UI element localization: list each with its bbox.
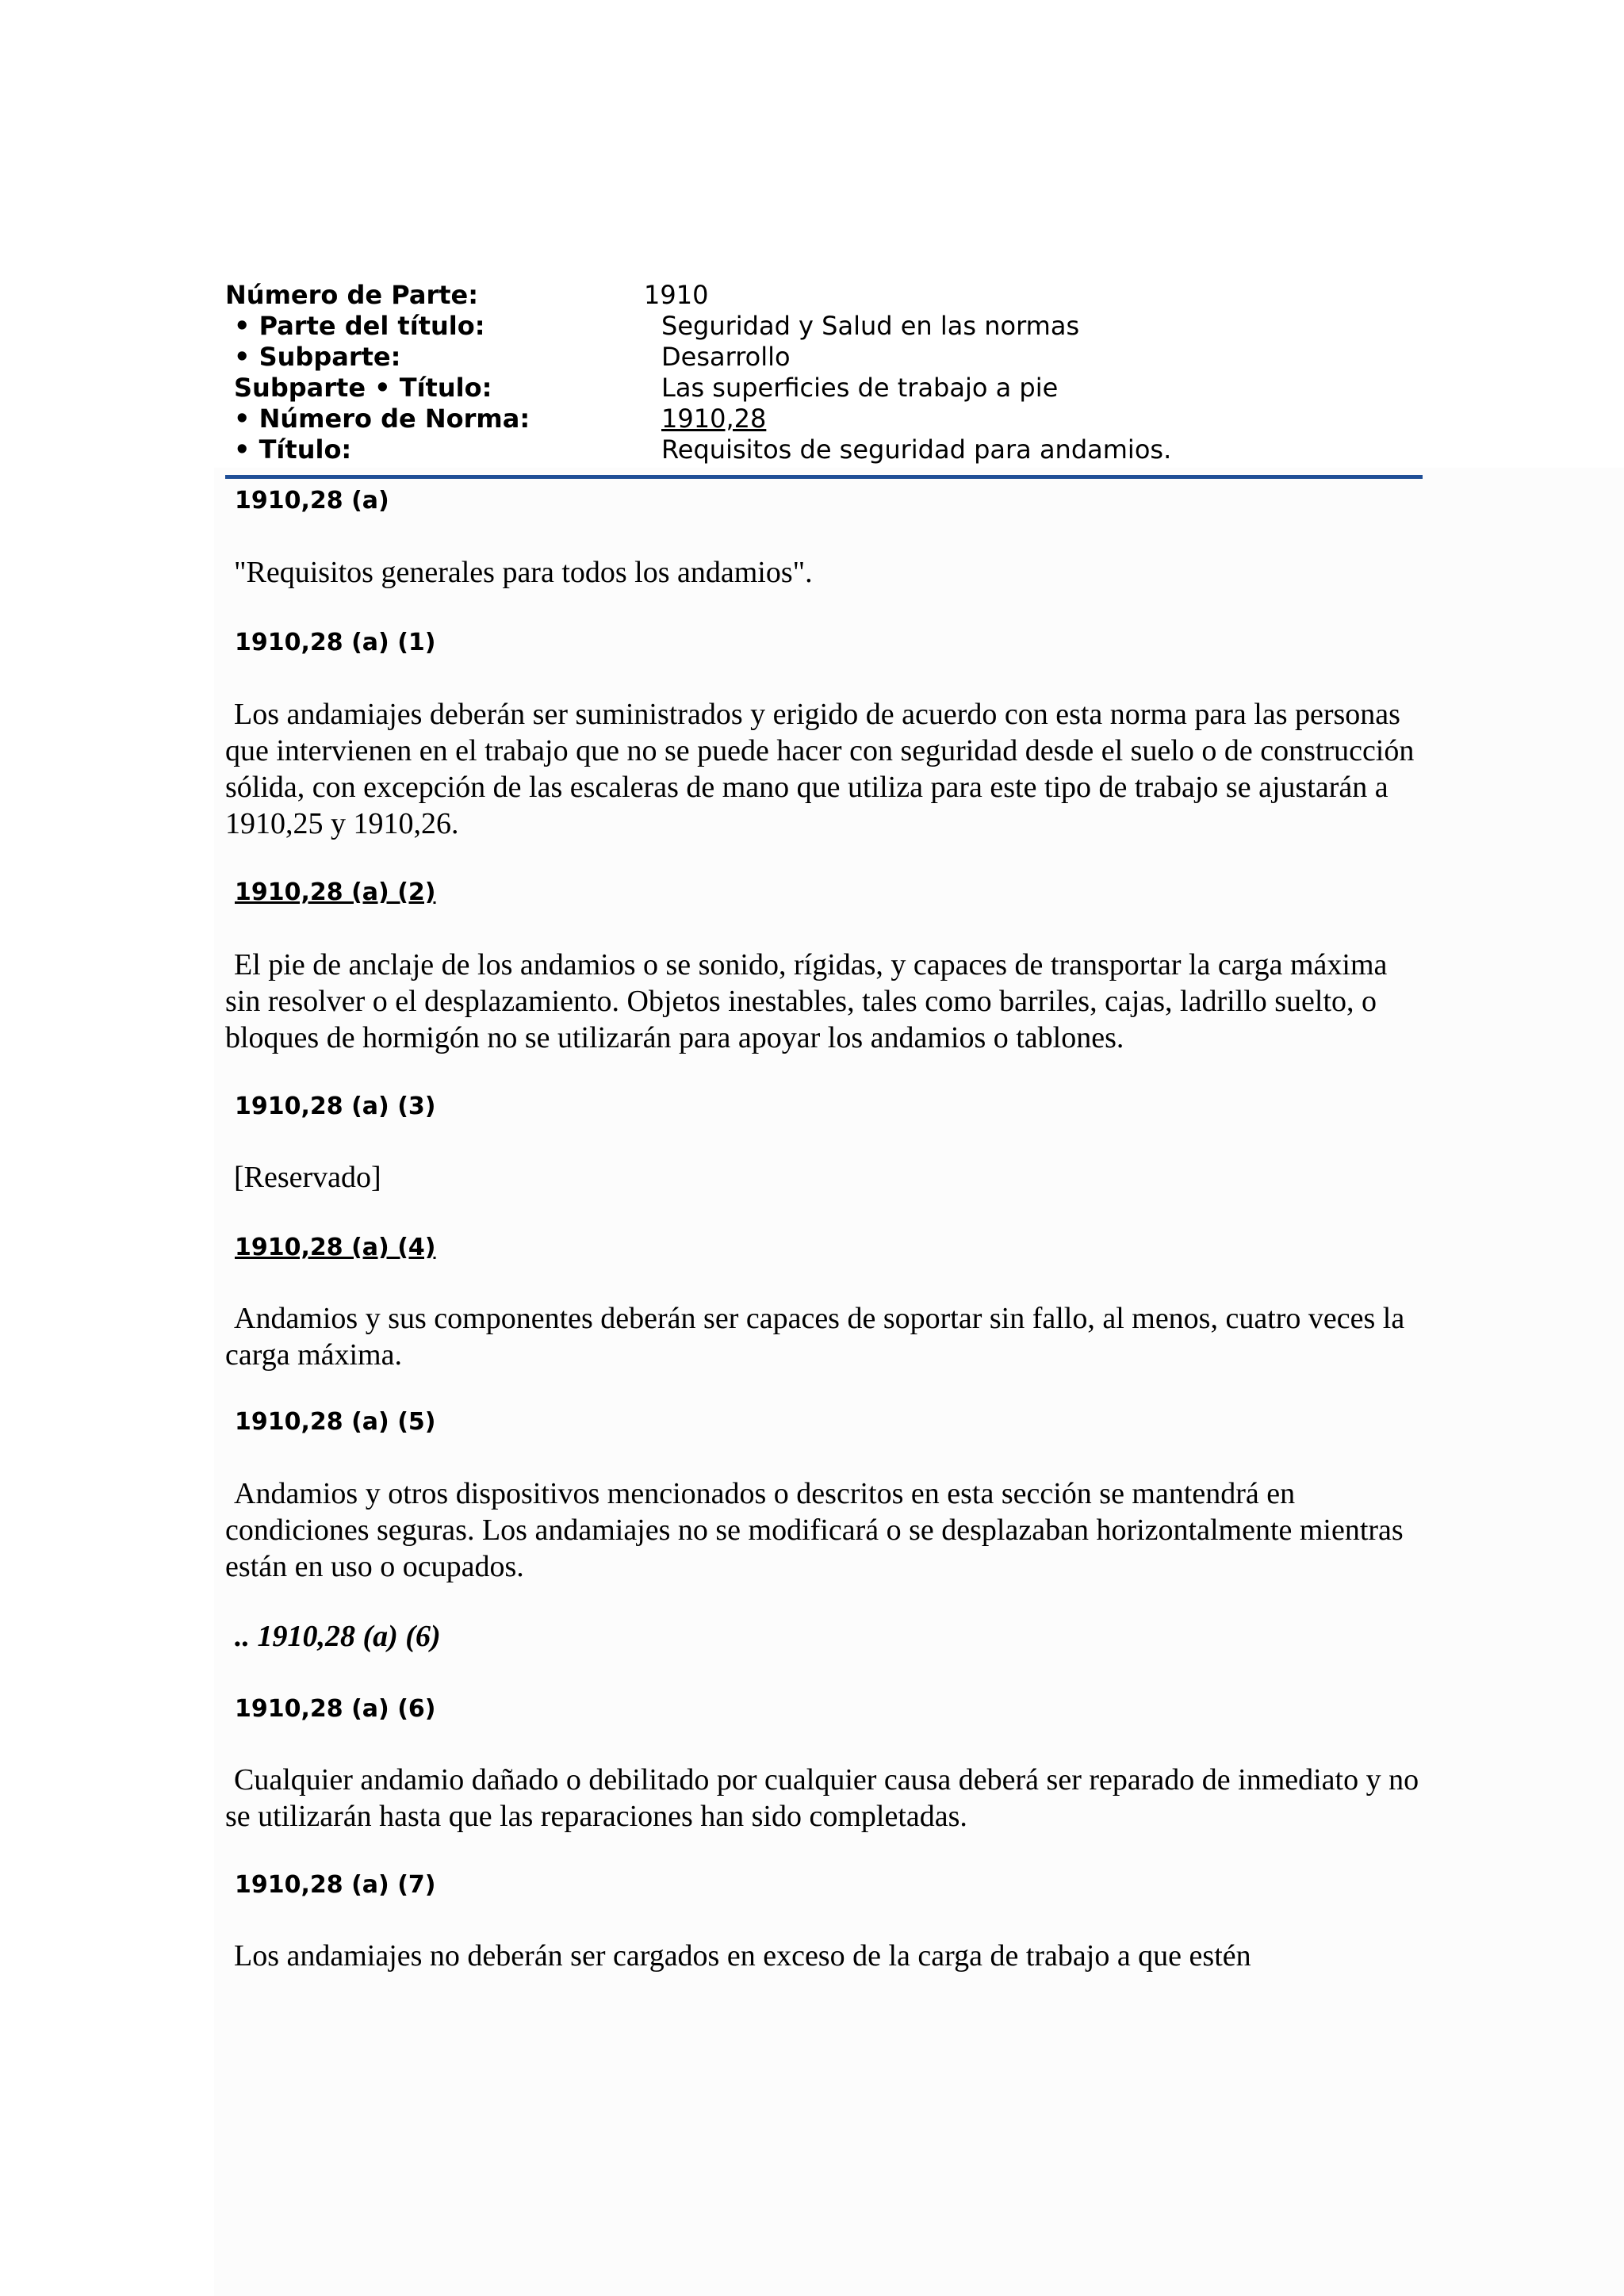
header-label: • Título:	[234, 434, 352, 465]
section-text: Andamios y sus componentes deberán ser capaces de soportar sin fallo, al menos, cuatro veces la carga máxima.	[225, 1302, 1405, 1372]
header-value: Las superficies de trabajo a pie	[661, 372, 1059, 403]
header-row-part-number	[225, 279, 1423, 310]
header-label: • Parte del título:	[234, 310, 485, 341]
standard-number-link[interactable]: 1910,28	[661, 403, 767, 434]
header-value: 1910	[644, 279, 709, 310]
header-label: Subparte • Título:	[234, 372, 492, 403]
section-link[interactable]: 1910,28 (a) (2)	[235, 878, 436, 906]
section-text: "Requisitos generales para todos los andamios".	[234, 556, 813, 589]
header-row-standard-number	[225, 403, 1423, 434]
section-reference: .. 1910,28 (a) (6)	[235, 1620, 441, 1653]
header-value: Requisitos de seguridad para andamios.	[661, 434, 1172, 465]
header-label: Número de Parte:	[225, 279, 479, 310]
section-id: 1910,28 (a) (6)	[235, 1695, 436, 1723]
header-divider	[225, 475, 1423, 479]
header-label: • Número de Norma:	[234, 403, 530, 434]
header-row-subpart	[225, 341, 1423, 372]
header-row-part-title	[225, 310, 1423, 341]
header-row-subpart-title	[225, 372, 1423, 403]
section-id: 1910,28 (a)	[235, 487, 389, 515]
header-value: Seguridad y Salud en las normas	[661, 310, 1080, 341]
section-link[interactable]: 1910,28 (a) (4)	[235, 1234, 436, 1261]
document-body	[225, 279, 1423, 1973]
section-id: 1910,28 (a) (1)	[235, 629, 436, 656]
header-label: • Subparte:	[234, 341, 401, 372]
section-text: El pie de anclaje de los andamios o se sonido, rígidas, y capaces de transportar la carga máxima sin resolver o el desplazamiento. Objetos inestables, tales como barriles, cajas, ladrillo suelto, o bloques de hormigón no se utilizarán para apoyar los andamios o tablones.	[225, 948, 1388, 1054]
section-text: [Reservado]	[234, 1161, 381, 1194]
section-text: Cualquier andamio dañado o debilitado por cualquier causa deberá ser reparado de inmediato y no se utilizarán hasta que las reparaciones han sido completadas.	[225, 1763, 1419, 1833]
section-text: Los andamiajes deberán ser suministrados y erigido de acuerdo con esta norma para las personas que intervienen en el trabajo que no se puede hacer con seguridad desde el suelo o de construcción sólida, con excepción de las escaleras de mano que utiliza para este tipo de trabajo se ajustarán a 1910,25 y 1910,26.	[225, 698, 1415, 840]
section-id: 1910,28 (a) (7)	[235, 1871, 436, 1899]
header-value: Desarrollo	[661, 341, 791, 372]
section-id: 1910,28 (a) (3)	[235, 1093, 436, 1120]
section-text: Andamios y otros dispositivos mencionados o descritos en esta sección se mantendrá en condiciones seguras. Los andamiajes no se modificará o se desplazaban horizontalmente mientras están en uso o ocupados.	[225, 1477, 1404, 1583]
section-text: Los andamiajes no deberán ser cargados en exceso de la carga de trabajo a que estén	[234, 1939, 1251, 1973]
header-row-title	[225, 434, 1423, 465]
section-id: 1910,28 (a) (5)	[235, 1408, 436, 1436]
header-table	[225, 279, 1423, 465]
